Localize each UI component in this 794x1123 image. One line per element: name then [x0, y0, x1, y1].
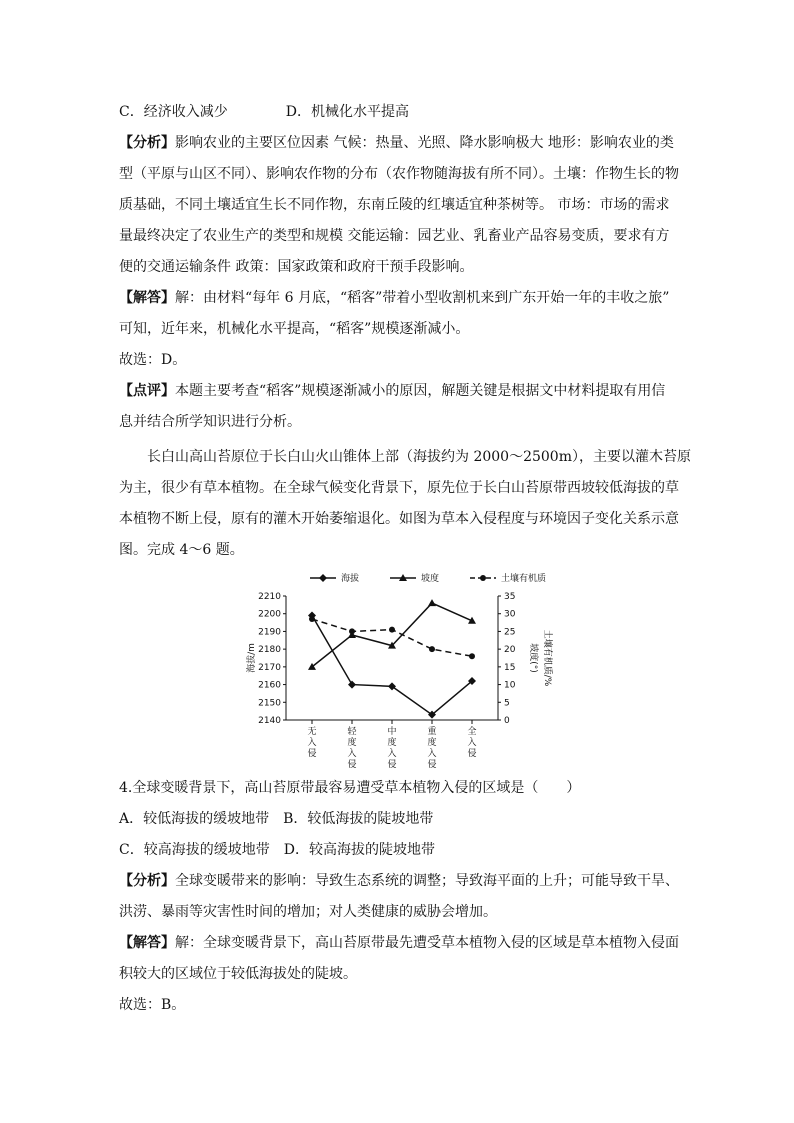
point-circle: [389, 627, 395, 633]
invasion-chart: [240, 568, 570, 768]
x-tick-label: 度: [347, 738, 357, 748]
analysis-tag: 【分析】: [119, 873, 175, 889]
q3-option-d: D．机械化水平提高: [285, 104, 409, 120]
passage-line-1: 长白山高山苔原位于长白山火山锥体上部（海拔约为 2000～2500m），主要以灌木苔原: [147, 449, 691, 465]
left-tick-label: 2210: [258, 592, 281, 602]
answer-tag: 【解答】: [119, 935, 175, 951]
right-tick-label: 15: [504, 662, 516, 673]
q3-analysis-line-5: 便的交通运输条件 政策：国家政策和政府干预手段影响。: [119, 259, 474, 275]
legend-label: 坡度: [421, 574, 440, 584]
q3-comment-line-1: 【点评】本题主要考查“稻客”规模逐渐减小的原因，解题关键是根据文中材料提取有用信: [119, 383, 666, 399]
q4-options-row-2: [119, 840, 435, 860]
x-tick-label: 入: [427, 749, 437, 759]
left-tick-label: 2150: [258, 698, 281, 709]
q3-answer-line-1: 【解答】解：由材料“每年 6 月底，“稻客”带着小型收割机来到广东开始一年的丰收之旅”: [119, 290, 670, 306]
x-tick-label: 重: [427, 727, 437, 737]
x-tick-label: 入: [307, 738, 317, 748]
right-tick-label: 30: [504, 609, 516, 620]
x-tick-label: 侵: [307, 749, 317, 759]
q3-choice: 故选：D。: [119, 352, 187, 368]
legend-label: 土壤有机质: [501, 574, 547, 584]
legend-marker-diamond: [319, 574, 327, 582]
right-tick-label: 5: [504, 698, 510, 709]
right-axis-title: 坡度(°): [528, 643, 538, 673]
q3-option-c: C．经济收入减少: [119, 104, 228, 120]
left-tick-label: 2200: [258, 609, 281, 620]
x-tick-label: 入: [387, 749, 397, 759]
q4-answer-line-2: 积较大的区域位于较低海拔处的陡坡。: [119, 966, 357, 982]
x-tick-label: 侵: [427, 760, 437, 768]
x-tick-label: 侵: [387, 760, 397, 768]
comment-tag: 【点评】: [119, 383, 175, 399]
q4-stem: 4.全球变暖背景下，高山苔原带最容易遭受草本植物入侵的区域是（ ）: [119, 780, 581, 796]
q3-comment-line-2: 息并结合所学知识进行分析。: [119, 414, 301, 430]
right-tick-label: 0: [504, 716, 510, 726]
point-diamond: [348, 681, 356, 689]
x-tick-label: 轻: [347, 727, 357, 737]
right-tick-label: 20: [504, 645, 516, 656]
point-circle: [349, 628, 355, 634]
q4-choice: 故选：B。: [119, 997, 186, 1013]
point-circle: [469, 653, 475, 659]
legend-marker-circle: [480, 575, 486, 581]
x-tick-label: 入: [467, 738, 477, 748]
point-circle: [309, 616, 315, 622]
q4-options-row-1: [119, 809, 433, 829]
q4-answer-line-1: 【解答】解：全球变暖背景下，高山苔原带最先遭受草本植物入侵的区域是草本植物入侵面: [119, 935, 679, 951]
left-tick-label: 2160: [258, 680, 281, 691]
right-axis-title-2: 土壤有机质/%: [542, 629, 552, 687]
x-tick-label: 度: [387, 738, 397, 748]
left-tick-label: 2140: [258, 716, 281, 726]
q3-analysis-line-3: 质基础，不同土壤适宜生长不同作物，东南丘陵的红壤适宜种茶树等。 市场：市场的需求: [119, 197, 670, 213]
passage-line-4: 图。完成 4～6 题。: [119, 542, 244, 558]
q3-options-row: [119, 102, 409, 122]
q3-analysis-line-1: 【分析】影响农业的主要区位因素 气候：热量、光照、降水影响极大 地形：影响农业的类: [119, 135, 674, 151]
q3-analysis-line-2: 型（平原与山区不同）、影响农作物的分布（农作物随海拔有所不同）。土壤：作物生长的物: [119, 166, 679, 182]
q4-option-c: C．较高海拔的缓坡地带: [119, 842, 270, 858]
q4-option-a: A．较低海拔的缓坡地带: [119, 811, 270, 827]
x-tick-label: 中: [387, 727, 397, 737]
point-triangle: [428, 599, 436, 606]
q4-analysis-line-2: 洪涝、暴雨等灾害性时间的增加；对人类健康的威胁会增加。: [119, 904, 497, 920]
right-tick-label: 25: [504, 627, 516, 638]
x-tick-label: 无: [307, 727, 317, 737]
analysis-tag: 【分析】: [119, 135, 175, 151]
left-tick-label: 2180: [258, 645, 281, 656]
q3-analysis-line-4: 量最终决定了农业生产的类型和规模 交能运输：园艺业、乳畜业产品容易变质，要求有方: [119, 228, 670, 244]
left-axis-title: 海拔/m: [247, 643, 257, 673]
right-tick-label: 35: [504, 592, 516, 602]
q4-option-d: D．较高海拔的陡坡地带: [283, 842, 435, 858]
answer-tag: 【解答】: [119, 290, 175, 306]
legend-label: 海拔: [341, 574, 360, 584]
x-tick-label: 侵: [467, 749, 477, 759]
x-tick-label: 全: [467, 727, 477, 737]
passage-line-3: 本植物不断上侵，原有的灌木开始萎缩退化。如图为草本入侵程度与环境因子变化关系示意: [119, 511, 679, 527]
left-tick-label: 2170: [258, 662, 281, 673]
x-tick-label: 度: [427, 738, 437, 748]
point-circle: [429, 646, 435, 652]
q3-answer-line-2: 可知，近年来，机械化水平提高，“稻客”规模逐渐减小。: [119, 321, 470, 337]
x-tick-label: 入: [347, 749, 357, 759]
right-tick-label: 10: [504, 680, 516, 691]
q4-analysis-line-1: 【分析】全球变暖带来的影响：导致生态系统的调整；导致海平面的上升；可能导致干旱、: [119, 873, 679, 889]
passage-line-2: 为主，很少有草本植物。在全球气候变化背景下，原先位于长白山苔原带西坡较低海拔的草: [119, 480, 679, 496]
series-line-circle: [312, 619, 472, 656]
left-tick-label: 2190: [258, 627, 281, 638]
x-tick-label: 侵: [347, 760, 357, 768]
q4-option-b: B．较低海拔的陡坡地带: [283, 811, 434, 827]
